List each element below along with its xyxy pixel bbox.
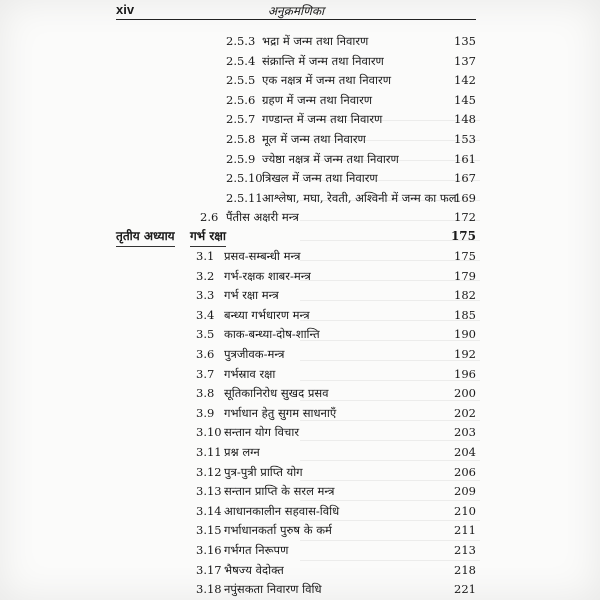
toc-row	[116, 129, 476, 149]
toc-row	[116, 481, 476, 501]
section-page: 206	[454, 464, 476, 479]
toc-row	[116, 90, 476, 110]
section-page: 137	[454, 53, 476, 68]
section-number: 2.5.3	[226, 34, 256, 48]
running-title: अनुक्रमणिका	[267, 4, 325, 18]
section-number: 3.6	[196, 347, 215, 361]
section-title: सन्तान योग विचार	[224, 425, 300, 440]
section-number: 2.5.4	[226, 53, 256, 68]
section-title: भैषज्य वेदोक्त	[224, 562, 284, 577]
section-number: 2.6	[200, 210, 219, 225]
section-number: 2.5.11	[226, 190, 263, 205]
section-number: 3.4	[196, 307, 215, 322]
toc-row	[116, 285, 476, 305]
toc-row	[116, 462, 476, 482]
section-page: 185	[454, 307, 476, 322]
section-page: 145	[454, 92, 476, 107]
section-page: 169	[454, 190, 476, 205]
section-page: 182	[454, 288, 476, 303]
section-number: 3.9	[196, 405, 215, 420]
section-number: 2.5.5	[226, 73, 256, 88]
section-page: 203	[454, 425, 476, 440]
section-number: 3.15	[196, 523, 222, 538]
section-title: ग्रहण में जन्म तथा निवारण	[262, 92, 373, 107]
section-title: गर्भाधान हेतु सुगम साधनाएँ	[224, 405, 337, 420]
section-number: 3.11	[196, 445, 222, 459]
section-page: 192	[454, 347, 476, 361]
section-page: 210	[454, 503, 476, 518]
section-number: 3.18	[196, 582, 222, 597]
section-number: 3.14	[196, 503, 222, 518]
toc-row	[116, 188, 476, 208]
section-page: 221	[454, 582, 476, 597]
section-number: 2.5.10	[226, 171, 263, 186]
section-number: 2.5.8	[226, 132, 256, 146]
section-page: 204	[454, 445, 476, 459]
toc-row	[116, 560, 476, 580]
section-number: 2.5.6	[226, 92, 256, 107]
section-title: काक-बन्ध्या-दोष-शान्ति	[224, 327, 320, 342]
section-title: बन्ध्या गर्भधारण मन्त्र	[224, 307, 310, 322]
section-title: गर्भ रक्षा मन्त्र	[224, 288, 279, 303]
section-title: आश्लेषा, मघा, रेवती, अश्विनी में जन्म का फल	[262, 190, 457, 205]
section-page: 202	[454, 405, 476, 420]
section-title: आधानकालीन सहवास-विधि	[224, 503, 340, 518]
toc-row	[116, 168, 476, 188]
section-number: 2.5.7	[226, 112, 256, 127]
section-title: भद्रा में जन्म तथा निवारण	[262, 34, 369, 48]
section-page: 153	[454, 132, 476, 146]
section-number: 3.3	[196, 288, 215, 303]
chapter-label: तृतीय अध्याय	[116, 226, 175, 247]
chapter-heading-row	[116, 226, 476, 246]
section-page: 175	[454, 249, 476, 263]
section-title: गण्डान्त में जन्म तथा निवारण	[262, 112, 383, 127]
toc-row	[116, 383, 476, 403]
toc-row	[116, 501, 476, 521]
toc-row	[116, 70, 476, 90]
section-title: गर्भस्राव रक्षा	[224, 366, 276, 381]
section-number: 3.2	[196, 268, 215, 283]
page-number: xiv	[116, 2, 135, 17]
section-title: नपुंसकता निवारण विधि	[224, 582, 322, 597]
section-title: सन्तान प्राप्ति के सरल मन्त्र	[224, 484, 335, 499]
toc-row	[116, 344, 476, 364]
section-number: 3.17	[196, 562, 222, 577]
section-page: 148	[454, 112, 476, 127]
section-title: पुत्र-पुत्री प्राप्ति योग	[224, 464, 303, 479]
section-title: गर्भगत निरूपण	[224, 543, 289, 557]
section-page: 142	[454, 73, 476, 88]
toc-row	[116, 266, 476, 286]
toc-row	[116, 540, 476, 560]
toc-row	[116, 364, 476, 384]
header-rule	[116, 19, 476, 20]
page-header	[116, 2, 476, 20]
toc-row	[116, 109, 476, 129]
section-number: 3.8	[196, 386, 215, 401]
section-title: पैंतीस अक्षरी मन्त्र	[226, 210, 299, 225]
section-page: 190	[454, 327, 476, 342]
section-number: 3.13	[196, 484, 222, 499]
section-number: 2.5.9	[226, 151, 256, 166]
section-page: 172	[454, 210, 476, 225]
toc-row	[116, 149, 476, 169]
toc-row	[116, 31, 476, 51]
chapter-page: 175	[450, 229, 476, 243]
section-title: सूतिकानिरोध सुखद प्रसव	[224, 386, 329, 401]
section-page: 196	[454, 366, 476, 381]
section-title: प्रश्न लग्न	[224, 445, 260, 459]
section-title: एक नक्षत्र में जन्म तथा निवारण	[262, 73, 392, 88]
toc-row	[116, 305, 476, 325]
section-title: त्रिखल में जन्म तथा निवारण	[262, 171, 378, 186]
section-title: गर्भाधानकर्ता पुरुष के कर्म	[224, 523, 332, 538]
section-page: 218	[454, 562, 476, 577]
toc-row	[116, 520, 476, 540]
toc-row	[116, 207, 476, 227]
section-page: 211	[454, 523, 476, 538]
section-page: 167	[454, 171, 476, 186]
section-number: 3.1	[196, 249, 215, 263]
section-number: 3.5	[196, 327, 215, 342]
section-page: 179	[454, 268, 476, 283]
toc-row	[116, 422, 476, 442]
toc-row	[116, 324, 476, 344]
chapter-title: गर्भ रक्षा	[190, 226, 226, 247]
section-page: 161	[454, 151, 476, 166]
section-title: मूल में जन्म तथा निवारण	[262, 132, 366, 146]
toc-row	[116, 442, 476, 462]
section-number: 3.16	[196, 543, 222, 557]
section-title: प्रसव-सम्बन्धी मन्त्र	[224, 249, 301, 263]
toc-row	[116, 403, 476, 423]
section-title: पुत्रजीवक-मन्त्र	[224, 347, 285, 361]
toc-row	[116, 51, 476, 71]
section-page: 213	[454, 543, 476, 557]
section-page: 209	[454, 484, 476, 499]
toc-row	[116, 579, 476, 599]
toc-row	[116, 246, 476, 266]
section-title: गर्भ-रक्षक शाबर-मन्त्र	[224, 268, 311, 283]
section-page: 200	[454, 386, 476, 401]
section-title: ज्येष्ठा नक्षत्र में जन्म तथा निवारण	[262, 151, 399, 166]
section-number: 3.7	[196, 366, 215, 381]
section-page: 135	[454, 34, 476, 48]
section-title: संक्रान्ति में जन्म तथा निवारण	[262, 53, 384, 68]
section-number: 3.10	[196, 425, 222, 440]
section-number: 3.12	[196, 464, 222, 479]
